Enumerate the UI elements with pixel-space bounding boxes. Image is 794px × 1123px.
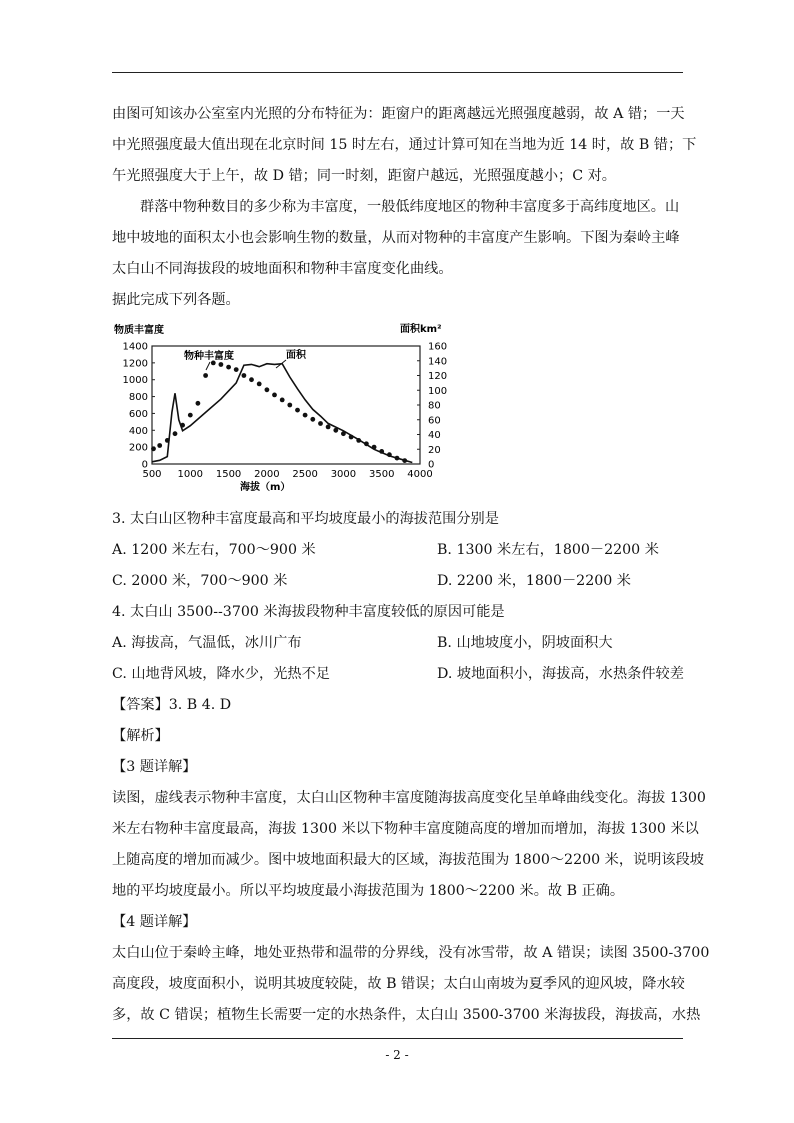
richness-point — [151, 446, 156, 451]
question-3-stem: 3. 太白山区物种丰富度最高和平均坡度最小的海拔范围分别是 — [112, 511, 499, 527]
y-axis-label: 物质丰富度 — [114, 325, 164, 336]
answer-line: 【答案】3. B 4. D — [112, 697, 232, 713]
q4-option-c[interactable]: C. 山地背风坡，降水少，光热不足 — [112, 666, 330, 682]
richness-point — [395, 456, 400, 461]
y2-tick-label: 40 — [428, 430, 441, 441]
analysis-heading: 【解析】 — [112, 728, 169, 744]
richness-point — [280, 398, 285, 403]
q4-option-b[interactable]: B. 山地坡度小，阴坡面积大 — [437, 635, 613, 651]
richness-point — [165, 438, 170, 443]
richness-point — [379, 449, 384, 454]
footer-rule — [112, 1038, 683, 1039]
y2-ticks — [417, 342, 447, 471]
richness-point — [226, 365, 231, 370]
richness-point — [349, 435, 354, 440]
x-tick-label: 500 — [142, 469, 162, 480]
richness-point — [257, 382, 262, 387]
richness-point — [157, 443, 162, 448]
x-tick-label: 1000 — [177, 469, 204, 480]
header-rule — [112, 72, 683, 73]
text-line: 太白山位于秦岭主峰，地处亚热带和温带的分界线，没有冰雪带，故 A 错误；读图 3500-3700 — [112, 945, 710, 961]
richness-point — [188, 413, 193, 418]
richness-point — [265, 387, 270, 392]
richness-series — [151, 361, 407, 464]
richness-point — [402, 458, 407, 463]
text-line: 高度段，坡度面积小，说明其坡度较陡，故 B 错误；太白山南坡为夏季风的迎风坡，降水较 — [112, 976, 685, 992]
richness-point — [234, 367, 239, 372]
richness-point — [295, 408, 300, 413]
q3-option-d[interactable]: D. 2200 米，1800－2200 米 — [437, 573, 631, 589]
x-tick-label: 2500 — [292, 469, 318, 480]
richness-point — [219, 362, 224, 367]
text-line: 据此完成下列各题。 — [112, 292, 240, 308]
richness-point — [318, 421, 323, 426]
q3-option-a[interactable]: A. 1200 米左右，700～900 米 — [112, 542, 316, 558]
richness-point — [333, 428, 338, 433]
y2-tick-label: 120 — [428, 371, 448, 382]
y2-tick-label: 0 — [428, 459, 435, 471]
plot-frame — [152, 346, 420, 464]
richness-point — [242, 373, 247, 378]
y2-tick-label: 80 — [428, 400, 441, 412]
y-ticks — [123, 342, 155, 471]
richness-point — [180, 423, 185, 428]
richness-point — [249, 377, 254, 382]
y2-axis-label: 面积km² — [400, 324, 442, 335]
y-tick-label: 1200 — [122, 358, 148, 370]
text-line: 中光照强度最大值出现在北京时间 15 时左右，通过计算可知在当地为近 14 时，故 B 错；下 — [112, 137, 697, 153]
richness-point — [272, 393, 277, 398]
x-tick-label: 1500 — [215, 469, 242, 480]
text-line: 地中坡地的面积太小也会影响生物的数量，从而对物种的丰富度产生影响。下图为秦岭主峰 — [112, 230, 680, 246]
x-ticks — [142, 469, 432, 480]
x-tick-label: 3000 — [330, 469, 357, 480]
richness-point — [287, 403, 292, 408]
text-line: 米左右物种丰富度最高，海拔 1300 米以下物种丰富度随高度的增加而增加，海拔 1300 米以 — [112, 821, 699, 837]
x-tick-label: 2000 — [254, 469, 280, 480]
x-tick-label: 3500 — [368, 469, 395, 480]
richness-point — [310, 417, 315, 422]
richness-point — [364, 441, 369, 446]
text-line: 上随高度的增加而减少。图中坡地面积最大的区域，海拔范围为 1800～2200 米，说明该段坡 — [112, 852, 704, 868]
y-tick-label: 400 — [128, 425, 148, 437]
y-tick-label: 600 — [128, 408, 148, 420]
richness-point — [356, 438, 361, 443]
legend-richness: 物种丰富度 — [184, 351, 234, 362]
y2-tick-label: 160 — [428, 341, 448, 353]
q4-option-a[interactable]: A. 海拔高，气温低，冰川广布 — [112, 635, 302, 651]
text-line: 多，故 C 错误；植物生长需要一定的水热条件，太白山 3500-3700 米海拔段，海拔高，水热 — [112, 1007, 701, 1023]
text-line: 由图可知该办公室室内光照的分布特征为：距窗户的距离越远光照强度越弱，故 A 错；一天 — [112, 106, 685, 122]
question-4-stem: 4. 太白山 3500--3700 米海拔段物种丰富度较低的原因可能是 — [112, 604, 505, 620]
text-line: 地的平均坡度最小。所以平均坡度最小海拔范围为 1800～2200 米。故 B 正确。 — [112, 883, 625, 899]
text-line: 读图，虚线表示物种丰富度，太白山区物种丰富度随海拔高度变化呈单峰曲线变化。海拔 1300 — [112, 790, 706, 806]
q4-detail-heading: 【4 题详解】 — [112, 914, 197, 930]
legend-richness-pointer — [206, 362, 210, 370]
richness-point — [341, 431, 346, 436]
q3-detail-heading: 【3 题详解】 — [112, 759, 197, 775]
y-tick-label: 0 — [141, 459, 148, 471]
richness-point — [203, 373, 208, 378]
y2-tick-label: 140 — [428, 356, 448, 368]
y-tick-label: 200 — [128, 442, 148, 454]
text-line: 群落中物种数目的多少称为丰富度，一般低纬度地区的物种丰富度多于高纬度地区。山 — [140, 199, 680, 215]
richness-point — [303, 413, 308, 418]
x-tick-label: 4000 — [407, 469, 433, 480]
y-tick-label: 1000 — [122, 375, 148, 387]
richness-point — [387, 452, 392, 457]
elevation-chart — [110, 318, 450, 498]
page-number: - 2 - — [385, 1048, 409, 1062]
richness-point — [372, 445, 377, 450]
richness-point — [173, 431, 178, 436]
richness-point — [196, 401, 201, 406]
y-tick-label: 1400 — [122, 341, 148, 353]
text-line: 太白山不同海拔段的坡地面积和物种丰富度变化曲线。 — [112, 261, 453, 277]
x-axis-label: 海拔（m） — [240, 482, 291, 493]
q3-option-c[interactable]: C. 2000 米，700～900 米 — [112, 573, 288, 589]
y2-tick-label: 100 — [428, 385, 448, 397]
legend-area: 面积 — [286, 350, 306, 361]
y2-tick-label: 20 — [428, 444, 441, 456]
y-tick-label: 800 — [128, 392, 148, 404]
y2-tick-label: 60 — [428, 415, 441, 427]
richness-point — [326, 425, 331, 430]
q3-option-b[interactable]: B. 1300 米左右，1800－2200 米 — [437, 542, 659, 558]
text-line: 午光照强度大于上午，故 D 错；同一时刻，距窗户越远，光照强度越小；C 对。 — [112, 168, 616, 184]
q4-option-d[interactable]: D. 坡地面积小，海拔高，水热条件较差 — [437, 666, 684, 682]
